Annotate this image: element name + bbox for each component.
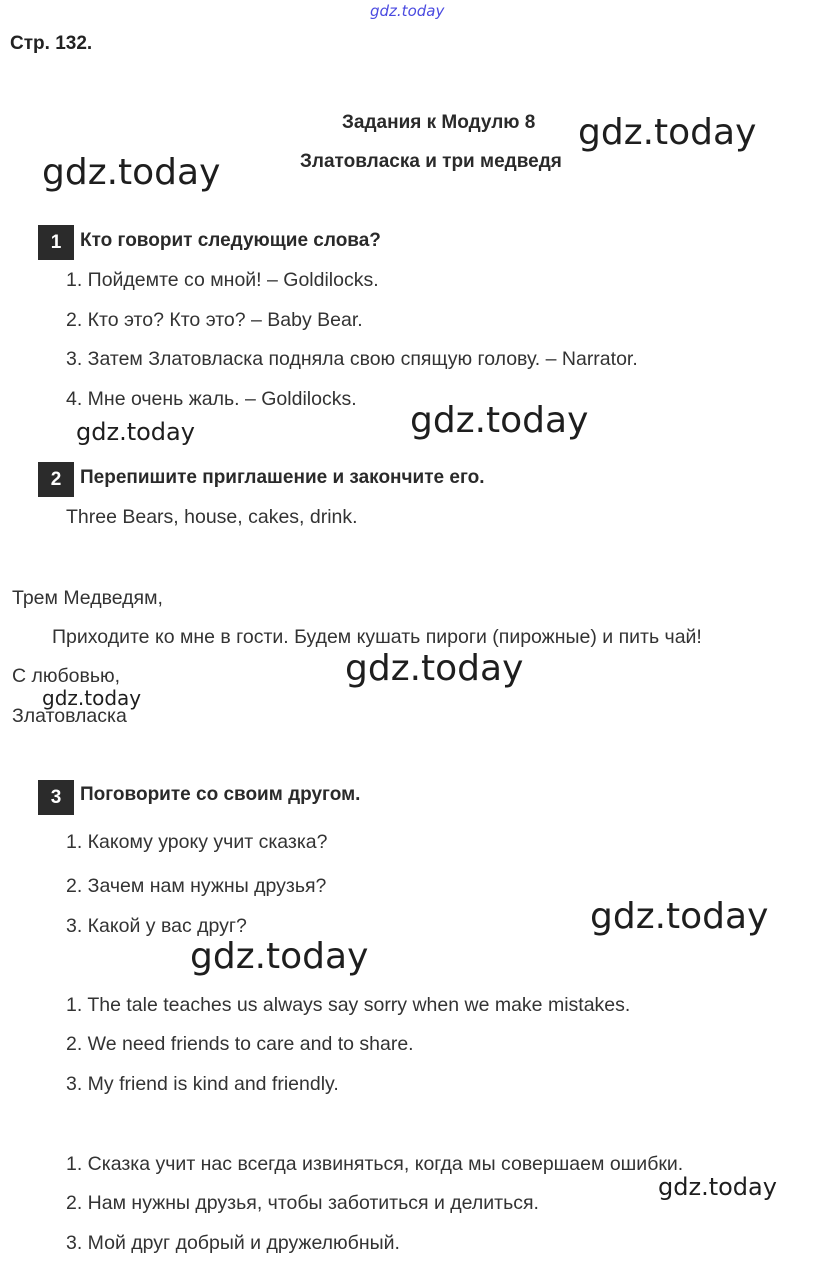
watermark: gdz.today [345, 648, 524, 689]
task-number-badge: 3 [38, 780, 74, 815]
task-title: Поговорите со своим другом. [80, 784, 361, 805]
task-line: 1. Пойдемте со мной! – Goldilocks. [66, 269, 379, 291]
watermark: gdz.today [42, 152, 221, 193]
watermark: gdz.today [190, 936, 369, 977]
answer-ru: 1. Сказка учит нас всегда извиняться, когда мы совершаем ошибки. [66, 1153, 684, 1175]
invitation-body: Приходите ко мне в гости. Будем кушать пироги (пирожные) и пить чай! [52, 626, 702, 648]
answer-en: 2. We need friends to care and to share. [66, 1033, 414, 1055]
watermark: gdz.today [578, 112, 757, 153]
watermark: gdz.today [42, 686, 142, 710]
task-number-badge: 2 [38, 462, 74, 497]
invitation-greeting: Трем Медведям, [12, 587, 163, 609]
task-number-badge: 1 [38, 225, 74, 260]
watermark: gdz.today [76, 418, 195, 446]
task-line: 3. Затем Златовласка подняла свою спящую голову. – Narrator. [66, 348, 638, 370]
answer-en: 3. My friend is kind and friendly. [66, 1073, 339, 1095]
answer-ru: 2. Нам нужны друзья, чтобы заботиться и делиться. [66, 1192, 539, 1214]
task-line: 1. Какому уроку учит сказка? [66, 831, 328, 853]
invitation-signature: Златовласка [12, 705, 127, 727]
task-line: Three Bears, house, cakes, drink. [66, 506, 358, 528]
task-title: Кто говорит следующие слова? [80, 230, 381, 251]
watermark: gdz.today [658, 1173, 777, 1201]
page-subheading: Златовласка и три медведя [300, 151, 562, 172]
page-number: Стр. 132. [10, 33, 93, 54]
watermark-top: gdz.today [370, 2, 445, 20]
watermark: gdz.today [590, 896, 769, 937]
task-line: 2. Зачем нам нужны друзья? [66, 875, 327, 897]
watermark: gdz.today [410, 400, 589, 441]
answer-ru: 3. Мой друг добрый и дружелюбный. [66, 1232, 400, 1254]
page-heading: Задания к Модулю 8 [342, 112, 536, 133]
invitation-closing: С любовью, [12, 665, 121, 687]
task-line: 4. Мне очень жаль. – Goldilocks. [66, 388, 357, 410]
task-title: Перепишите приглашение и закончите его. [80, 467, 485, 488]
answer-en: 1. The tale teaches us always say sorry when we make mistakes. [66, 994, 631, 1016]
task-line: 2. Кто это? Кто это? – Baby Bear. [66, 309, 363, 331]
task-line: 3. Какой у вас друг? [66, 915, 247, 937]
